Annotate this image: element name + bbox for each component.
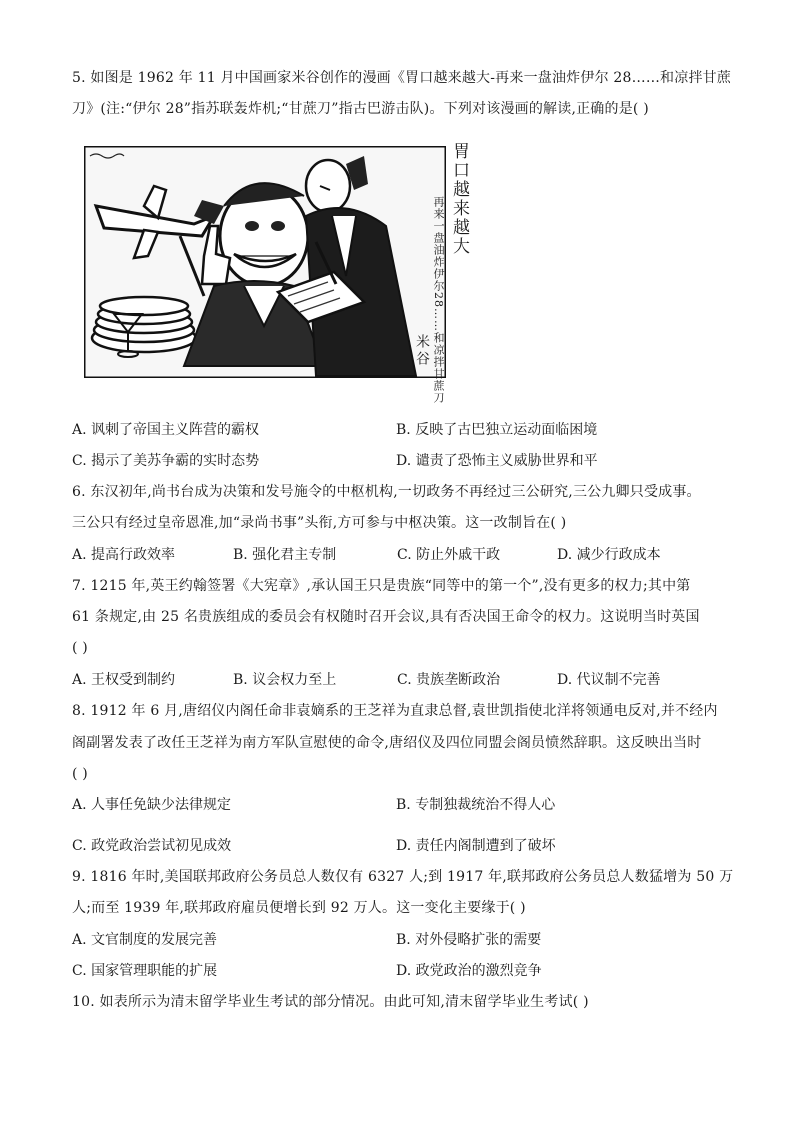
cartoon-artist: 米谷	[414, 334, 430, 368]
q10-stem-line1: 10. 如表所示为清末留学毕业生考试的部分情况。由此可知,清末留学毕业生考试( )	[72, 994, 589, 1010]
q7-option-b[interactable]: B. 议会权力至上	[233, 672, 337, 688]
q9-option-d[interactable]: D. 政党政治的激烈竞争	[396, 963, 542, 979]
q7-option-c[interactable]: C. 贵族垄断政治	[397, 672, 501, 688]
q6-stem-line1: 6. 东汉初年,尚书台成为决策和发号施令的中枢机构,一切政务不再经过三公研究,三公九卿只受成事。	[72, 484, 701, 500]
cartoon-subtitle: 再来一盘油炸伊尔28……和凉拌甘蔗刀	[432, 196, 445, 404]
q8-option-d[interactable]: D. 责任内阁制遭到了破坏	[396, 838, 556, 854]
q5-option-a[interactable]: A. 讽刺了帝国主义阵营的霸权	[72, 422, 260, 438]
q8-stem-line2: 阁副署发表了改任王芝祥为南方军队宣慰使的命令,唐绍仪及四位同盟会阁员愤然辞职。这反映出当时	[72, 735, 702, 751]
q5-option-b[interactable]: B. 反映了古巴独立运动面临困境	[396, 422, 598, 438]
q7-stem-line3: ( )	[72, 640, 88, 656]
q5-option-d[interactable]: D. 谴责了恐怖主义威胁世界和平	[396, 453, 598, 469]
q9-stem-line2: 人;而至 1939 年,联邦政府雇员便增长到 92 万人。这一变化主要缘于( )	[72, 900, 526, 916]
q7-stem-line1: 7. 1215 年,英王约翰签署《大宪章》,承认国王只是贵族“同等中的第一个”,没有更多的权力;其中第	[72, 578, 691, 594]
q8-option-b[interactable]: B. 专制独裁统治不得人心	[396, 797, 556, 813]
q8-option-c[interactable]: C. 政党政治尝试初见成效	[72, 838, 232, 854]
q5-stem-line2: 刀》(注:“伊尔 28”指苏联轰炸机;“甘蔗刀”指古巴游击队)。下列对该漫画的解读,正确的是( )	[72, 101, 649, 117]
cartoon-title: 胃口越来越大	[449, 142, 469, 256]
q6-stem-line2: 三公只有经过皇帝恩准,加“录尚书事”头衔,方可参与中枢决策。这一改制旨在( )	[72, 515, 567, 531]
q6-option-d[interactable]: D. 减少行政成本	[557, 547, 661, 563]
q9-option-b[interactable]: B. 对外侵略扩张的需要	[396, 932, 542, 948]
q9-option-c[interactable]: C. 国家管理职能的扩展	[72, 963, 218, 979]
q8-option-a[interactable]: A. 人事任免缺少法律规定	[72, 797, 232, 813]
q9-option-a[interactable]: A. 文官制度的发展完善	[72, 932, 218, 948]
q8-stem-line1: 8. 1912 年 6 月,唐绍仪内阁任命非袁嫡系的王芝祥为直隶总督,袁世凯指使北洋将领通电反对,并不经内	[72, 703, 718, 719]
q5-option-c[interactable]: C. 揭示了美苏争霸的实时态势	[72, 453, 260, 469]
q6-option-c[interactable]: C. 防止外戚干政	[397, 547, 501, 563]
q6-option-b[interactable]: B. 强化君主专制	[233, 547, 337, 563]
q8-stem-line3: ( )	[72, 766, 88, 782]
q7-option-d[interactable]: D. 代议制不完善	[557, 672, 661, 688]
q7-stem-line2: 61 条规定,由 25 名贵族组成的委员会有权随时召开会议,具有否决国王命令的权力。这说明当时英国	[72, 609, 700, 625]
q9-stem-line1: 9. 1816 年时,美国联邦政府公务员总人数仅有 6327 人;到 1917 年,联邦政府公务员总人数猛增为 50 万	[72, 869, 734, 885]
q6-option-a[interactable]: A. 提高行政效率	[72, 547, 176, 563]
q5-stem-line1: 5. 如图是 1962 年 11 月中国画家米谷创作的漫画《胃口越来越大-再来一盘油炸伊尔 28……和凉拌甘蔗	[72, 70, 732, 86]
q5-cartoon-image	[84, 146, 446, 378]
cartoon-drawing	[84, 146, 446, 378]
q7-option-a[interactable]: A. 王权受到制约	[72, 672, 176, 688]
